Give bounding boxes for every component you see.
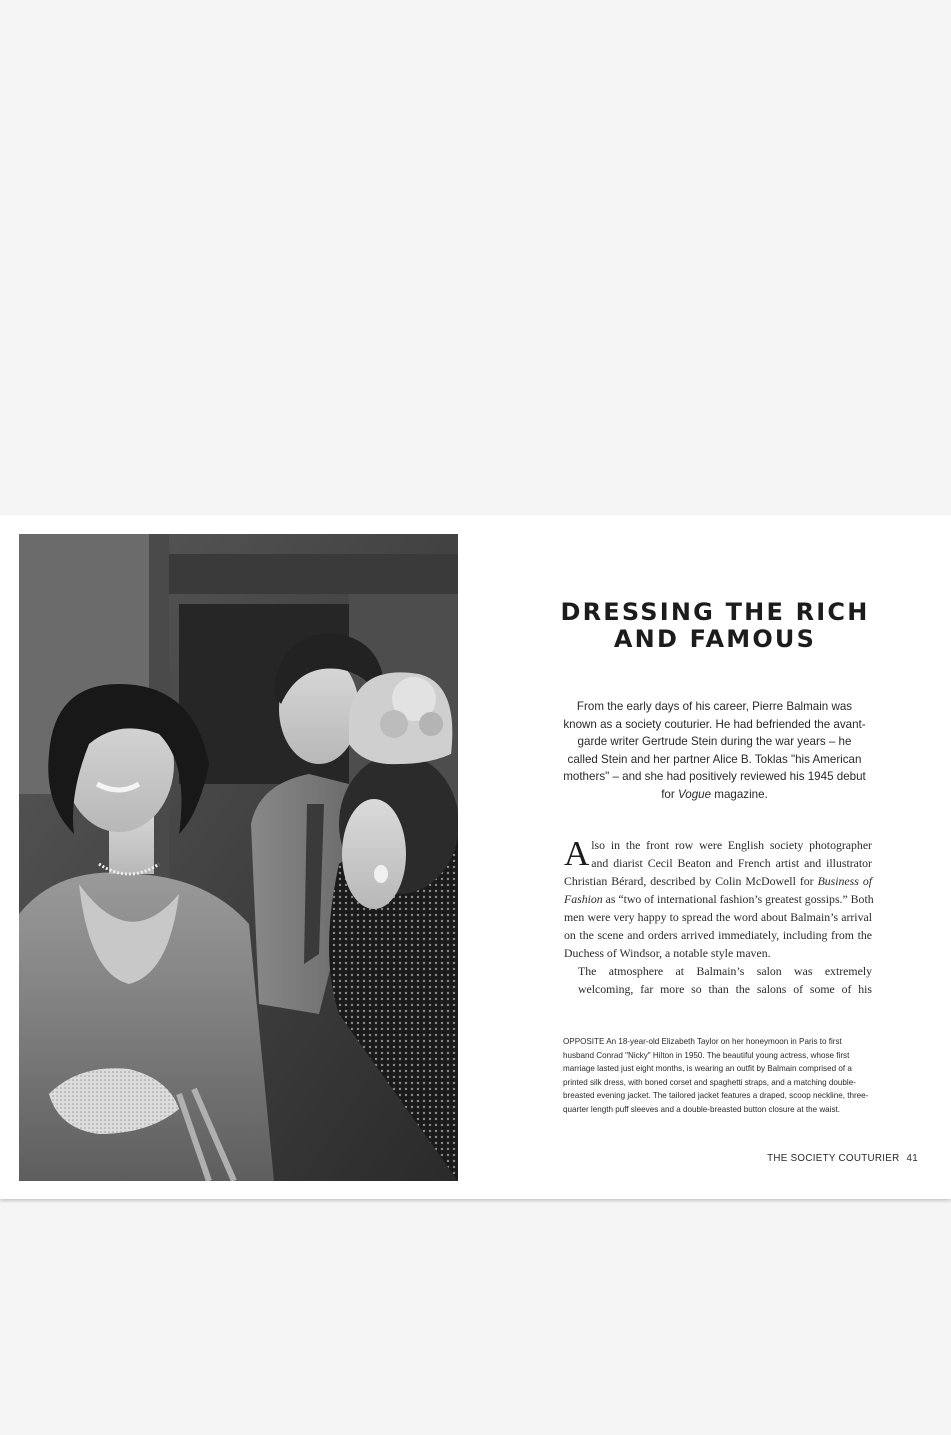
text-line: lso in the front row were English society photographer [591,838,872,852]
body-text [564,836,872,998]
body-paragraph-1 [564,836,872,962]
page-title [520,599,910,653]
black-and-white-photo [19,534,458,1181]
section-title: THE SOCIETY COUTURIER [767,1153,900,1164]
text-line: Duchess of Windsor, a notable style maven. [564,946,771,960]
intro-text: From the early days of his career, Pierre Balmain was known as a society couturier. He had befriended the avant-garde writer Gertrude Stein during the war years – he called Stein and her partner Alice B. Toklas "his American mothers" – and she had positively reviewed his 1945 debut for [563,700,866,801]
text-line [564,890,872,908]
magazine-name: Vogue [677,787,712,801]
text-line: and diarist Cecil Beaton and French artist and illustrator [591,856,872,870]
caption-label: OPPOSITE [563,1037,605,1046]
drop-cap: A [564,834,590,873]
text-line [564,872,872,890]
intro-text-end: magazine. [711,787,768,801]
text-line: The atmosphere at Balmain’s salon was extremely [578,964,872,978]
body-paragraph-2 [564,962,872,998]
caption-text: An 18-year-old Elizabeth Taylor on her honeymoon in Paris to first husband Conrad "Nicky" Hilton in 1950. The beautiful young actress, whose first marriage lasted just eight months, is wearing an outfit by Balmain comprised of a printed silk dress, with boned corset and spaghetti straps, and a matching double-breasted evening jacket. The tailored jacket features a draped, scoop neckline, three-quarter length puff sleeves and a double-breasted button closure at the waist. [563,1037,869,1114]
running-footer [767,1153,918,1164]
page-number: 41 [906,1153,918,1164]
text-span: as “two of international fashion’s greatest gossips.” Both [602,892,874,906]
text-line: men were very happy to spread the word about Balmain’s arrival [564,910,872,924]
publication-name-cont: Fashion [564,892,603,906]
publication-name: Business of [817,874,873,888]
title-line-1: DRESSING THE RICH [560,598,870,626]
text-line: welcoming, far more so than the salons of some of his [578,982,872,996]
book-spread [0,515,951,1199]
text-span: Christian Bérard, described by Colin McDowell for [564,874,818,888]
text-line: on the scene and orders arrived immediately, including from the [564,928,872,942]
intro-paragraph [562,698,867,804]
title-line-2: AND FAMOUS [613,625,817,653]
photo-caption [563,1035,873,1117]
photograph [19,534,458,1181]
